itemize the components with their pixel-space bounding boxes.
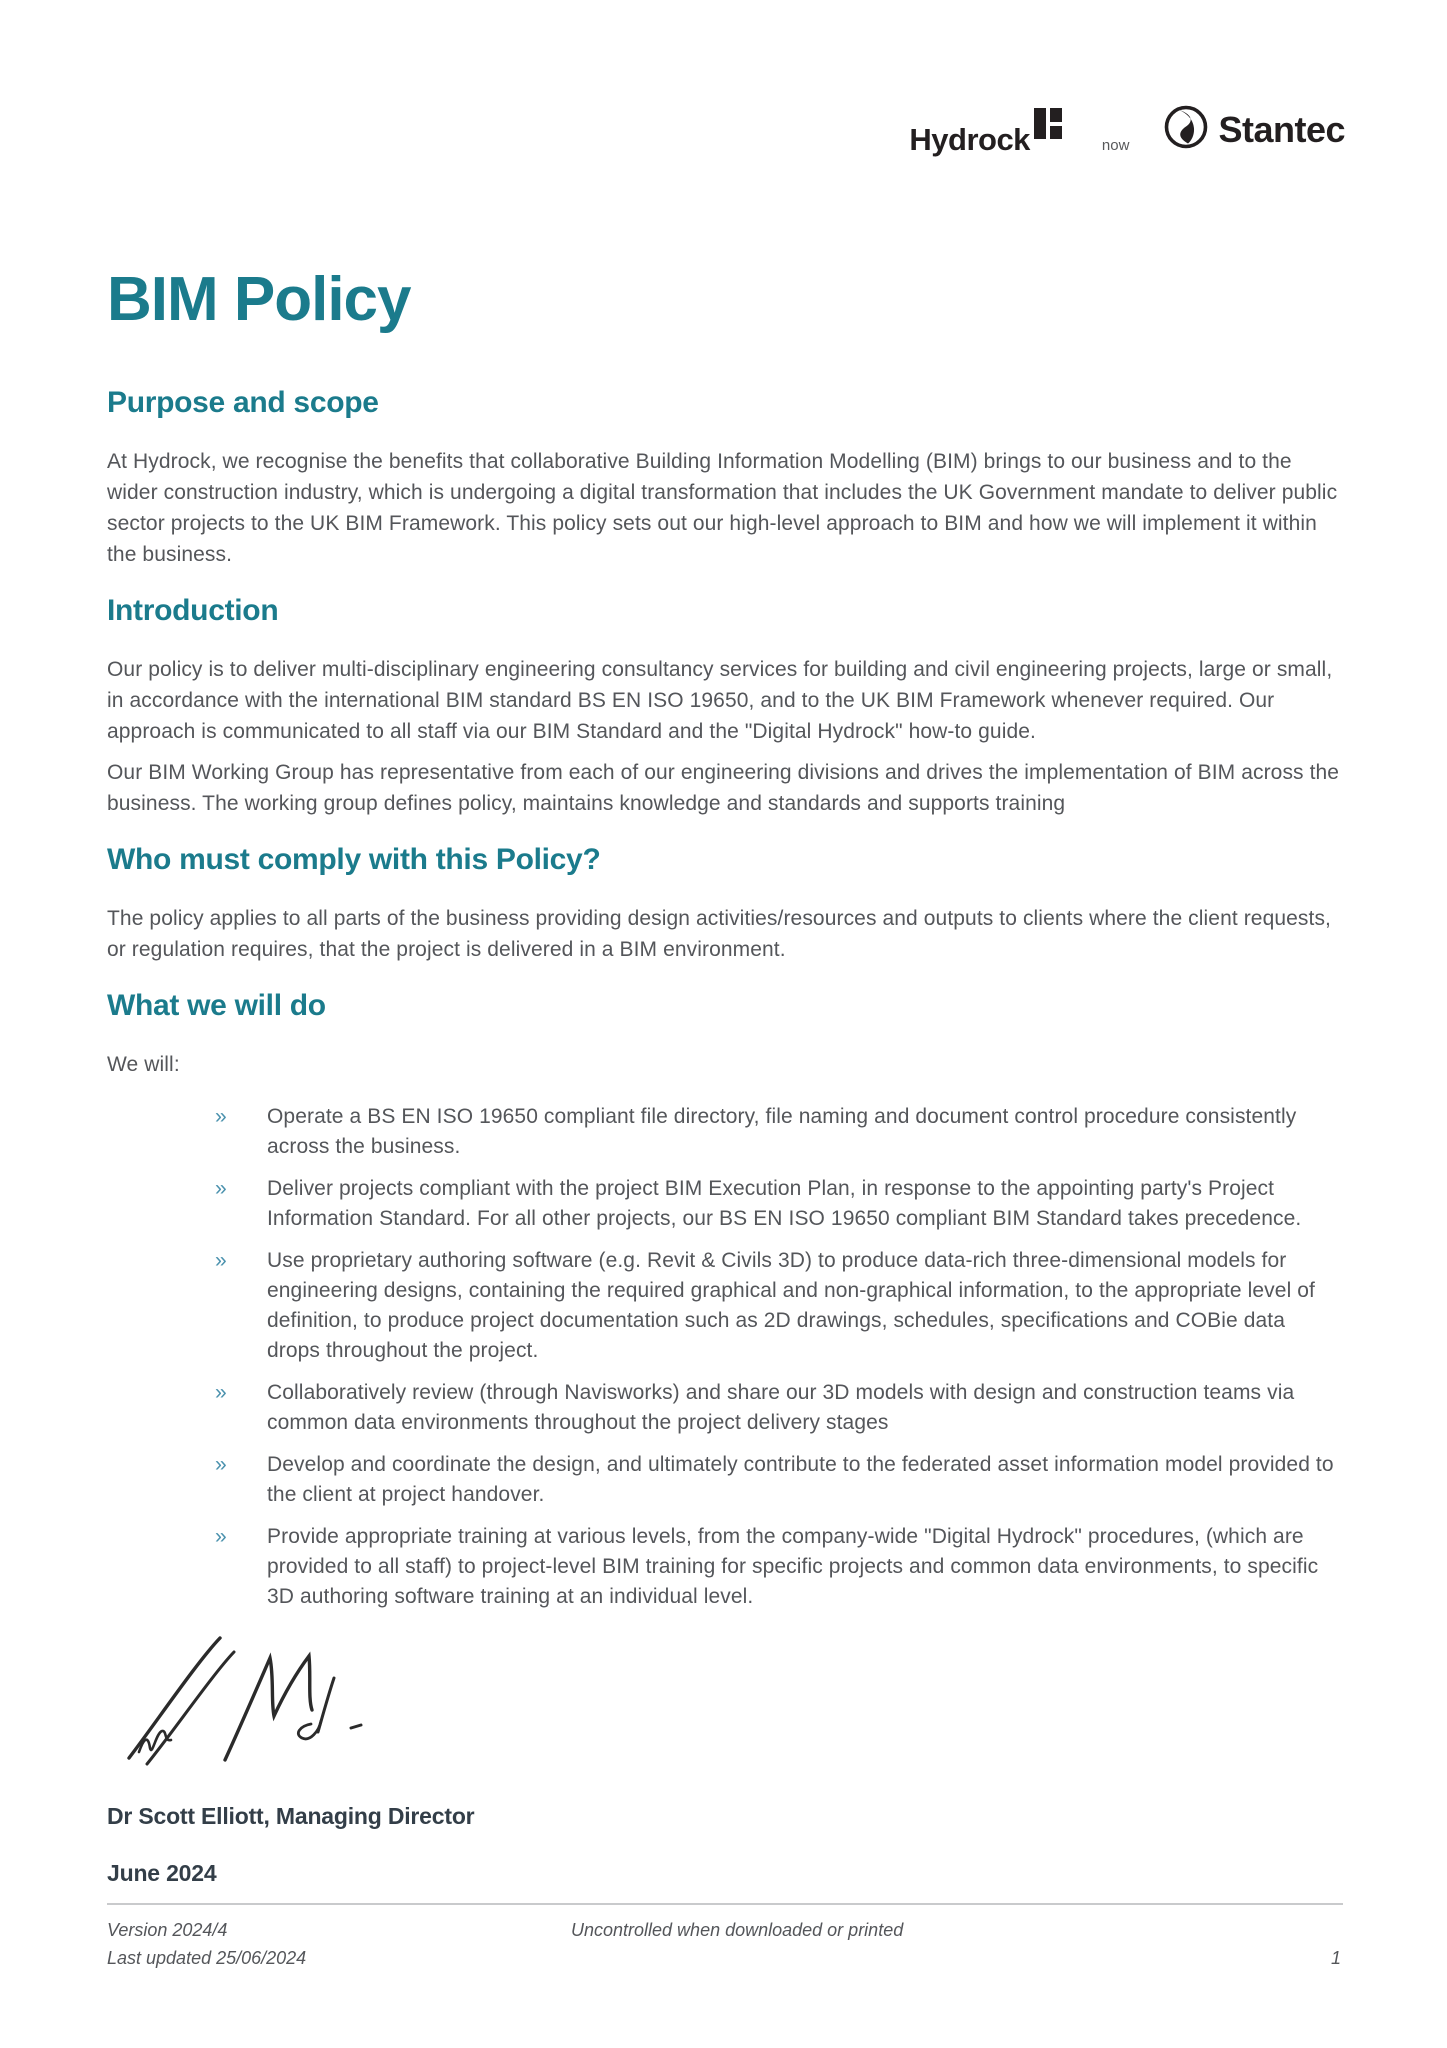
footer-last-updated: Last updated 25/06/2024: [107, 1948, 307, 1968]
document-content: [107, 0, 1343, 1889]
signature-date: June 2024: [107, 1860, 217, 1886]
section-heading-comply: Who must comply with this Policy?: [107, 843, 601, 876]
chevron-bullet-icon: »: [215, 1249, 227, 1272]
purpose-paragraph: At Hydrock, we recognise the benefits that collaborative Building Information Modelling (BIM) brings to our business and to the wider construction industry, which is undergoing a digital transformation that includes the UK Government mandate to deliver public sector projects to the UK BIM Framework. This policy sets out our high-level approach to BIM and how we will implement it within the business.: [107, 450, 1338, 566]
footer-uncontrolled-note: Uncontrolled when downloaded or printed: [571, 1920, 904, 1940]
hydrock-wordmark: Hydrock: [909, 122, 1030, 157]
section-heading-what-we-will-do: What we will do: [107, 989, 326, 1022]
list-item-text: Use proprietary authoring software (e.g. Revit & Civils 3D) to produce data-rich three-dimensional models for engineering designs, containing the required graphical and non-graphical information, to the appropriate level of definition, to produce project documentation such as 2D drawings, schedules, specifications and COBie data drops throughout the project.: [267, 1249, 1315, 1362]
introduction-paragraph-2: Our BIM Working Group has representative from each of our engineering divisions and drives the implementation of BIM across the business. The working group defines policy, maintains knowledge and standards and supports training: [107, 761, 1340, 815]
list-item-text: Provide appropriate training at various levels, from the company-wide "Digital Hydrock" procedures, (which are provided to all staff) to project-level BIM training for specific projects and common data environments, to specific 3D authoring software training at an individual level.: [267, 1525, 1319, 1608]
chevron-bullet-icon: »: [215, 1105, 227, 1128]
list-item-text: Develop and coordinate the design, and ultimately contribute to the federated asset information model provided to the client at project handover.: [267, 1453, 1334, 1506]
section-heading-introduction: Introduction: [107, 594, 279, 627]
page-footer: [107, 1903, 1343, 1972]
commitment-list: [107, 1102, 1343, 1612]
we-will-intro: We will:: [107, 1053, 180, 1076]
list-item-text: Deliver projects compliant with the project BIM Execution Plan, in response to the appointing party's Project Information Standard. For all other projects, our BS EN ISO 19650 compliant BIM Standard takes precedence.: [267, 1177, 1302, 1230]
signature-image: [113, 1628, 1343, 1775]
comply-paragraph: The policy applies to all parts of the business providing design activities/resources and outputs to clients where the client requests, or regulation requires, that the project is delivered in a BIM environment.: [107, 907, 1331, 961]
chevron-bullet-icon: »: [215, 1381, 227, 1404]
chevron-bullet-icon: »: [215, 1525, 227, 1548]
list-item: [215, 1246, 1343, 1366]
section-heading-purpose: Purpose and scope: [107, 386, 379, 419]
list-item-text: Operate a BS EN ISO 19650 compliant file directory, file naming and document control procedure consistently across the business.: [267, 1105, 1297, 1158]
signatory-name: Dr Scott Elliott, Managing Director: [107, 1803, 475, 1829]
list-item-text: Collaboratively review (through Navisworks) and share our 3D models with design and construction teams via common data environments throughout the project delivery stages: [267, 1381, 1295, 1434]
page-title: BIM Policy: [107, 265, 411, 334]
list-item: [215, 1174, 1343, 1234]
list-item: [215, 1450, 1343, 1510]
footer-version: Version 2024/4: [107, 1920, 228, 1940]
chevron-bullet-icon: »: [215, 1453, 227, 1476]
chevron-bullet-icon: »: [215, 1177, 227, 1200]
now-label: now: [1101, 137, 1130, 154]
list-item: [215, 1378, 1343, 1438]
list-item: [215, 1522, 1343, 1612]
introduction-paragraph-1: Our policy is to deliver multi-disciplinary engineering consultancy services for building and civil engineering projects, large or small, in accordance with the international BIM standard BS EN ISO 19650, and to the UK BIM Framework whenever required. Our approach is communicated to all staff via our BIM Standard and the "Digital Hydrock" how-to guide.: [107, 658, 1333, 743]
list-item: [215, 1102, 1343, 1162]
page-number: 1: [1330, 1948, 1341, 1968]
stantec-wordmark: Stantec: [1218, 108, 1345, 150]
